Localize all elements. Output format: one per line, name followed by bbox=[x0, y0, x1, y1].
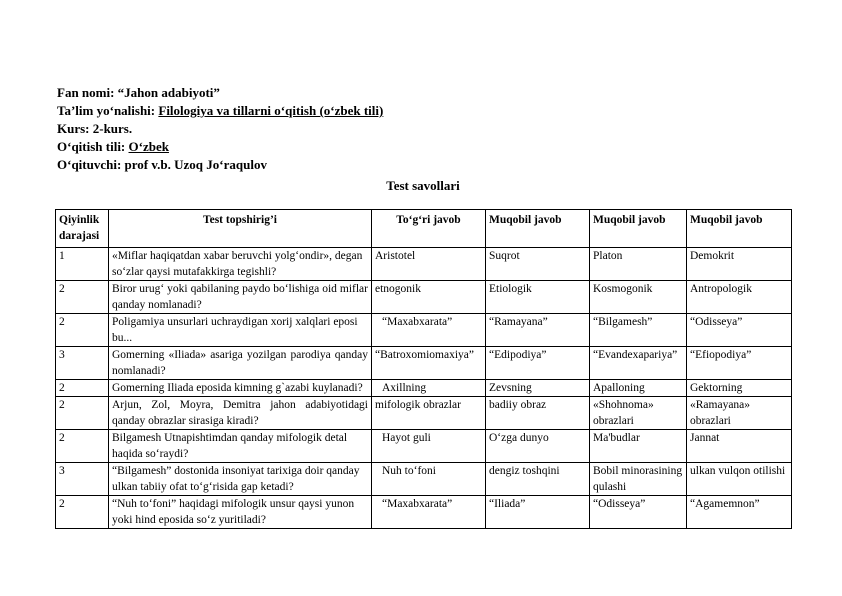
course-value: 2-kurs. bbox=[92, 121, 133, 136]
table-cell: «Ramayana» obrazlari bbox=[687, 397, 792, 430]
table-cell: “Maxabxarata” bbox=[372, 314, 486, 347]
language-value: O‘zbek bbox=[128, 139, 169, 154]
table-row bbox=[56, 380, 792, 397]
table-cell: 1 bbox=[56, 248, 109, 281]
column-header: Qiyinlik darajasi bbox=[56, 210, 109, 248]
table-cell: «Shohnoma» obrazlari bbox=[590, 397, 687, 430]
table-cell: Bobil minorasining qulashi bbox=[590, 463, 687, 496]
table-cell: “Bilgamesh” dostonida insoniyat tarixiga doir qanday ulkan tabiiy ofat to‘g‘risida gap ketadi? bbox=[109, 463, 372, 496]
table-row bbox=[56, 281, 792, 314]
table-cell: “Efiopodiya” bbox=[687, 347, 792, 380]
table-cell: Gomerning Iliada eposida kimning g`azabi kuylanadi? bbox=[109, 380, 372, 397]
column-header: To‘g‘ri javob bbox=[372, 210, 486, 248]
table-cell: “Agamemnon” bbox=[687, 496, 792, 529]
table-cell: “Ramayana” bbox=[486, 314, 590, 347]
table-cell: Aristotel bbox=[372, 248, 486, 281]
table-cell: “Edipodiya” bbox=[486, 347, 590, 380]
table-cell: Ma'budlar bbox=[590, 430, 687, 463]
table-cell: “Maxabxarata” bbox=[372, 496, 486, 529]
direction-label: Ta’lim yo‘nalishi: bbox=[57, 103, 156, 118]
table-cell: 2 bbox=[56, 314, 109, 347]
direction-value: Filologiya va tillarni o‘qitish (o‘zbek tili) bbox=[158, 103, 384, 118]
table-cell: “Iliada” bbox=[486, 496, 590, 529]
table-row bbox=[56, 248, 792, 281]
table-cell: 2 bbox=[56, 430, 109, 463]
table-row bbox=[56, 397, 792, 430]
course-label: Kurs: bbox=[57, 121, 90, 136]
teacher-line bbox=[57, 156, 383, 174]
table-cell: Demokrit bbox=[687, 248, 792, 281]
table-cell: Axillning bbox=[372, 380, 486, 397]
table-cell: Platon bbox=[590, 248, 687, 281]
table-cell: 2 bbox=[56, 397, 109, 430]
table-cell: ulkan vulqon otilishi bbox=[687, 463, 792, 496]
page-title: Test savollari bbox=[386, 178, 460, 193]
table-cell: Gektorning bbox=[687, 380, 792, 397]
course-line bbox=[57, 120, 383, 138]
column-header: Muqobil javob bbox=[486, 210, 590, 248]
table-cell: “Batroxomiomaxiya” bbox=[372, 347, 486, 380]
table-cell: Zevsning bbox=[486, 380, 590, 397]
test-table bbox=[55, 209, 792, 529]
table-cell: dengiz toshqini bbox=[486, 463, 590, 496]
table-cell: 2 bbox=[56, 281, 109, 314]
table-cell: 2 bbox=[56, 380, 109, 397]
direction-line bbox=[57, 102, 383, 120]
table-cell: Etiologik bbox=[486, 281, 590, 314]
table-row bbox=[56, 463, 792, 496]
table-cell: Suqrot bbox=[486, 248, 590, 281]
table-cell: Nuh to‘foni bbox=[372, 463, 486, 496]
table-cell: Jannat bbox=[687, 430, 792, 463]
table-cell: “Bilgamesh” bbox=[590, 314, 687, 347]
table-cell: mifologik obrazlar bbox=[372, 397, 486, 430]
teacher-label: O‘qituvchi: bbox=[57, 157, 122, 172]
document-header bbox=[57, 84, 383, 174]
table-cell: Bilgamesh Utnapishtimdan qanday mifologik detal haqida so‘raydi? bbox=[109, 430, 372, 463]
table-cell: 2 bbox=[56, 496, 109, 529]
language-line bbox=[57, 138, 383, 156]
table-cell: etnogonik bbox=[372, 281, 486, 314]
table-cell: Biror urug‘ yoki qabilaning paydo bo‘lishiga oid miflar qanday nomlanadi? bbox=[109, 281, 372, 314]
table-row bbox=[56, 496, 792, 529]
table-cell: Antropologik bbox=[687, 281, 792, 314]
table-cell: “Odisseya” bbox=[687, 314, 792, 347]
table-cell: “Odisseya” bbox=[590, 496, 687, 529]
table-cell: Poligamiya unsurlari uchraydigan xorij xalqlari eposi bu... bbox=[109, 314, 372, 347]
table-cell: “Nuh to‘foni” haqidagi mifologik unsur qaysi yunon yoki hind eposida so‘z yuritiladi? bbox=[109, 496, 372, 529]
subject-label: Fan nomi: bbox=[57, 85, 115, 100]
table-cell: 3 bbox=[56, 463, 109, 496]
table-cell: “Evandexapariya” bbox=[590, 347, 687, 380]
table-cell: Arjun, Zol, Moyra, Demitra jahon adabiyotidagi qanday obrazlar sirasiga kiradi? bbox=[109, 397, 372, 430]
table-cell: badiiy obraz bbox=[486, 397, 590, 430]
table-row bbox=[56, 347, 792, 380]
table-row bbox=[56, 430, 792, 463]
table-cell: Kosmogonik bbox=[590, 281, 687, 314]
table-cell: O‘zga dunyo bbox=[486, 430, 590, 463]
subject-line bbox=[57, 84, 383, 102]
table-cell: 3 bbox=[56, 347, 109, 380]
column-header: Muqobil javob bbox=[687, 210, 792, 248]
column-header: Test topshirig’i bbox=[109, 210, 372, 248]
teacher-value: prof v.b. Uzoq Jo‘raqulov bbox=[124, 157, 267, 172]
table-cell: Apalloning bbox=[590, 380, 687, 397]
column-header: Muqobil javob bbox=[590, 210, 687, 248]
table-cell: Gomerning «Iliada» asariga yozilgan parodiya qanday nomlanadi? bbox=[109, 347, 372, 380]
subject-value: “Jahon adabiyoti” bbox=[117, 85, 220, 100]
table-cell: «Miflar haqiqatdan xabar beruvchi yolg‘ondir», degan so‘zlar qaysi mutafakkirga tegishli? bbox=[109, 248, 372, 281]
table-row bbox=[56, 314, 792, 347]
table-cell: Hayot guli bbox=[372, 430, 486, 463]
table-header-row bbox=[56, 210, 792, 248]
language-label: O‘qitish tili: bbox=[57, 139, 126, 154]
